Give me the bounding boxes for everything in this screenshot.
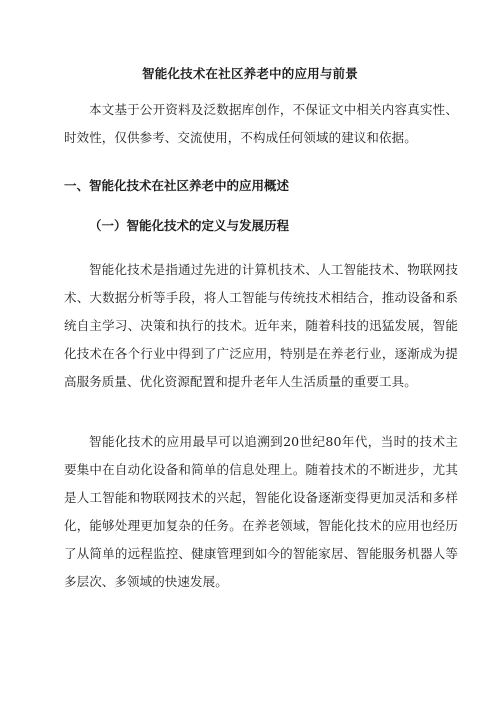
subsection-heading: （一）智能化技术的定义与发展历程	[89, 218, 290, 233]
body-paragraph-1: 智能化技术是指通过先进的计算机技术、人工智能技术、物联网技术、大数据分析等手段，将人工智能与传统技术相结合，推动设备和系统自主学习、决策和执行的技术。近年来，随着科技的迅猛发展，智能化技术在各个行业中得到了广泛应用，特别是在养老行业，逐渐成为提高服务质量、优化资源配置和提升老年人生活质量的重要工具。	[64, 262, 458, 389]
document-title: 智能化技术在社区养老中的应用与前景	[142, 66, 358, 81]
disclaimer-paragraph: 本文基于公开资料及泛数据库创作，不保证文中相关内容真实性、时效性，仅供参考、交流使用，不构成任何领域的建议和依据。	[64, 102, 458, 145]
body-paragraph-2: 智能化技术的应用最早可以追溯到20世纪80年代，当时的技术主要集中在自动化设备和简单的信息处理上。随着技术的不断进步，尤其是人工智能和物联网技术的兴起，智能化设备逐渐变得更加灵活和多样化，能够处理更加复杂的任务。在养老领域，智能化技术的应用也经历了从简单的远程监控、健康管理到如今的智能家居、智能服务机器人等多层次、多领域的快速发展。	[64, 434, 458, 589]
section-heading: 一、智能化技术在社区养老中的应用概述	[64, 178, 290, 193]
